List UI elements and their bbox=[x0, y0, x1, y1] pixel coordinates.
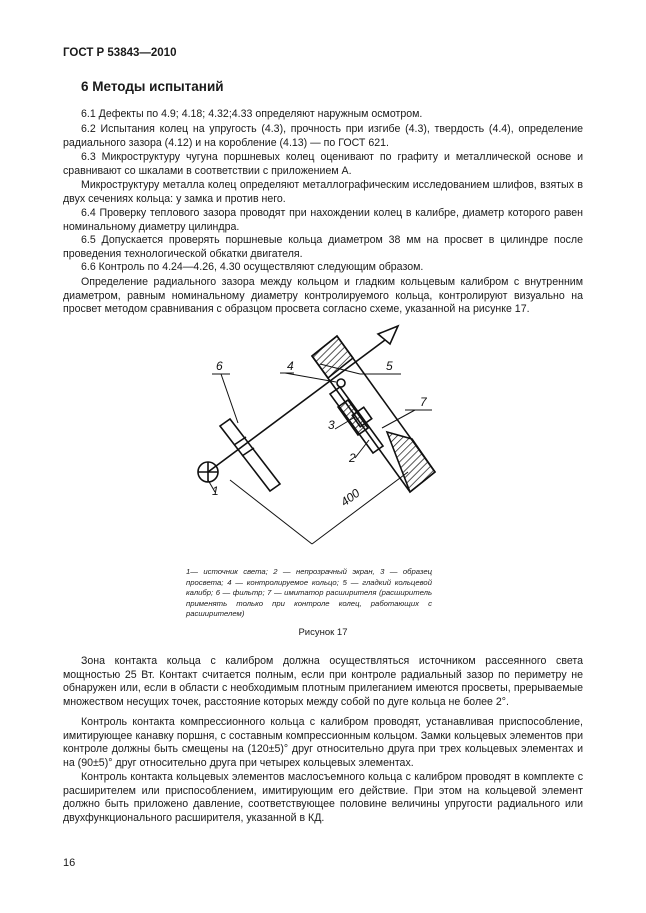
figure-label-6: 6 bbox=[216, 359, 223, 373]
paragraph: Контроль контакта кольцевых элементов маслосъемного кольца с калибром проводят в комплекте с расширителем или приспособлением, имитирующим его действие. При этом на кольцевой элемент должно быть приложено давление, соответствующее половине величины упругости радиального или двухфункционального расширителя, указанной в КД. bbox=[63, 771, 583, 824]
figure-label-2: 2 bbox=[349, 451, 356, 465]
paragraph: 6.6 Контроль по 4.24—4.26, 4.30 осуществляют следующим образом. bbox=[81, 261, 424, 273]
figure-label-7: 7 bbox=[420, 395, 427, 409]
figure-label-4: 4 bbox=[287, 359, 294, 373]
paragraph: Микроструктуру металла колец определяют металлографическим исследованием шлифов, взятых в двух сечениях кольца: у замка и против него. bbox=[63, 179, 583, 205]
section-title: 6 Методы испытаний bbox=[81, 79, 224, 94]
direction-arrow-icon bbox=[378, 326, 398, 344]
ring-gauge-hatched-lower bbox=[387, 432, 435, 492]
figure-label-5: 5 bbox=[386, 359, 393, 373]
paragraph: 6.2 Испытания колец на упругость (4.3), прочность при изгибе (4.3), твердость (4.4), определение радиального зазора (4.12) и на коробление (4.13) — по ГОСТ 621. bbox=[63, 123, 583, 149]
paragraph: 6.4 Проверку теплового зазора проводят при нахождении колец в калибре, диаметр которого равен номинальному диаметру цилиндра. bbox=[63, 207, 583, 233]
paragraph: 6.3 Микроструктуру чугуна поршневых колец оценивают по графиту и металлической основе и сравнивают со шкалами в соответствии с приложением А. bbox=[63, 151, 583, 177]
paragraph: Контроль контакта компрессионного кольца с калибром проводят, устанавливая приспособление, имитирующее канавку поршня, с составным компрессионным кольцом. Замки кольцевых элементов при контроле должны быть смещены на (120±5)° друг относительно друга при трех кольцевых элементах и на (90±5)° друг относительно друга при четырех кольцевых элементах. bbox=[63, 716, 583, 769]
figure-caption: 1— источник света; 2 — непрозрачный экран, 3 — образец просвета; 4 — контролируемое кольцо; 5 — гладкий кольцевой калибр; 6 — фильтр; 7 — имитатор расширителя (расширитель применять только при контроле колец, работающих с расширителем) bbox=[186, 567, 432, 619]
controlled-ring-icon bbox=[337, 379, 345, 387]
document-header: ГОСТ Р 53843—2010 bbox=[63, 47, 177, 59]
figure-label-3: 3 bbox=[328, 418, 335, 432]
filter-plate bbox=[220, 419, 280, 491]
ring-inspection-diagram bbox=[150, 322, 480, 572]
optical-axis bbox=[208, 340, 385, 472]
paragraph: Определение радиального зазора между кольцом и гладким кольцевым калибром с внутренним диаметром, равным номинальному диаметру контролируемого кольца, контролируют визуально на просвет методом сравнивания с образцом просвета согласно схеме, указанной на рисунке 17. bbox=[63, 276, 583, 316]
figure-label-1: 1 bbox=[212, 484, 219, 498]
paragraph: 6.1 Дефекты по 4.9; 4.18; 4.32;4.33 определяют наружным осмотром. bbox=[81, 108, 423, 120]
ring-gauge-hatched-upper bbox=[312, 336, 353, 378]
figure-title: Рисунок 17 bbox=[298, 627, 348, 638]
page-number: 16 bbox=[63, 857, 76, 869]
paragraph: 6.5 Допускается проверять поршневые кольца диаметром 38 мм на просвет в цилиндре после проведения технологической обкатки двигателя. bbox=[63, 234, 583, 260]
dimension-label: 400 bbox=[337, 485, 363, 510]
paragraph: Зона контакта кольца с калибром должна осуществляться источником рассеянного света мощностью 25 Вт. Контакт считается полным, если при контроле радиальный зазор по периметру не обнаружен или, если в области с необходимым плотным прилеганием имеются просветы, прерываемые множеством несущих точек, расстояние которых между собой по дуге кольца не более 2°. bbox=[63, 655, 583, 708]
